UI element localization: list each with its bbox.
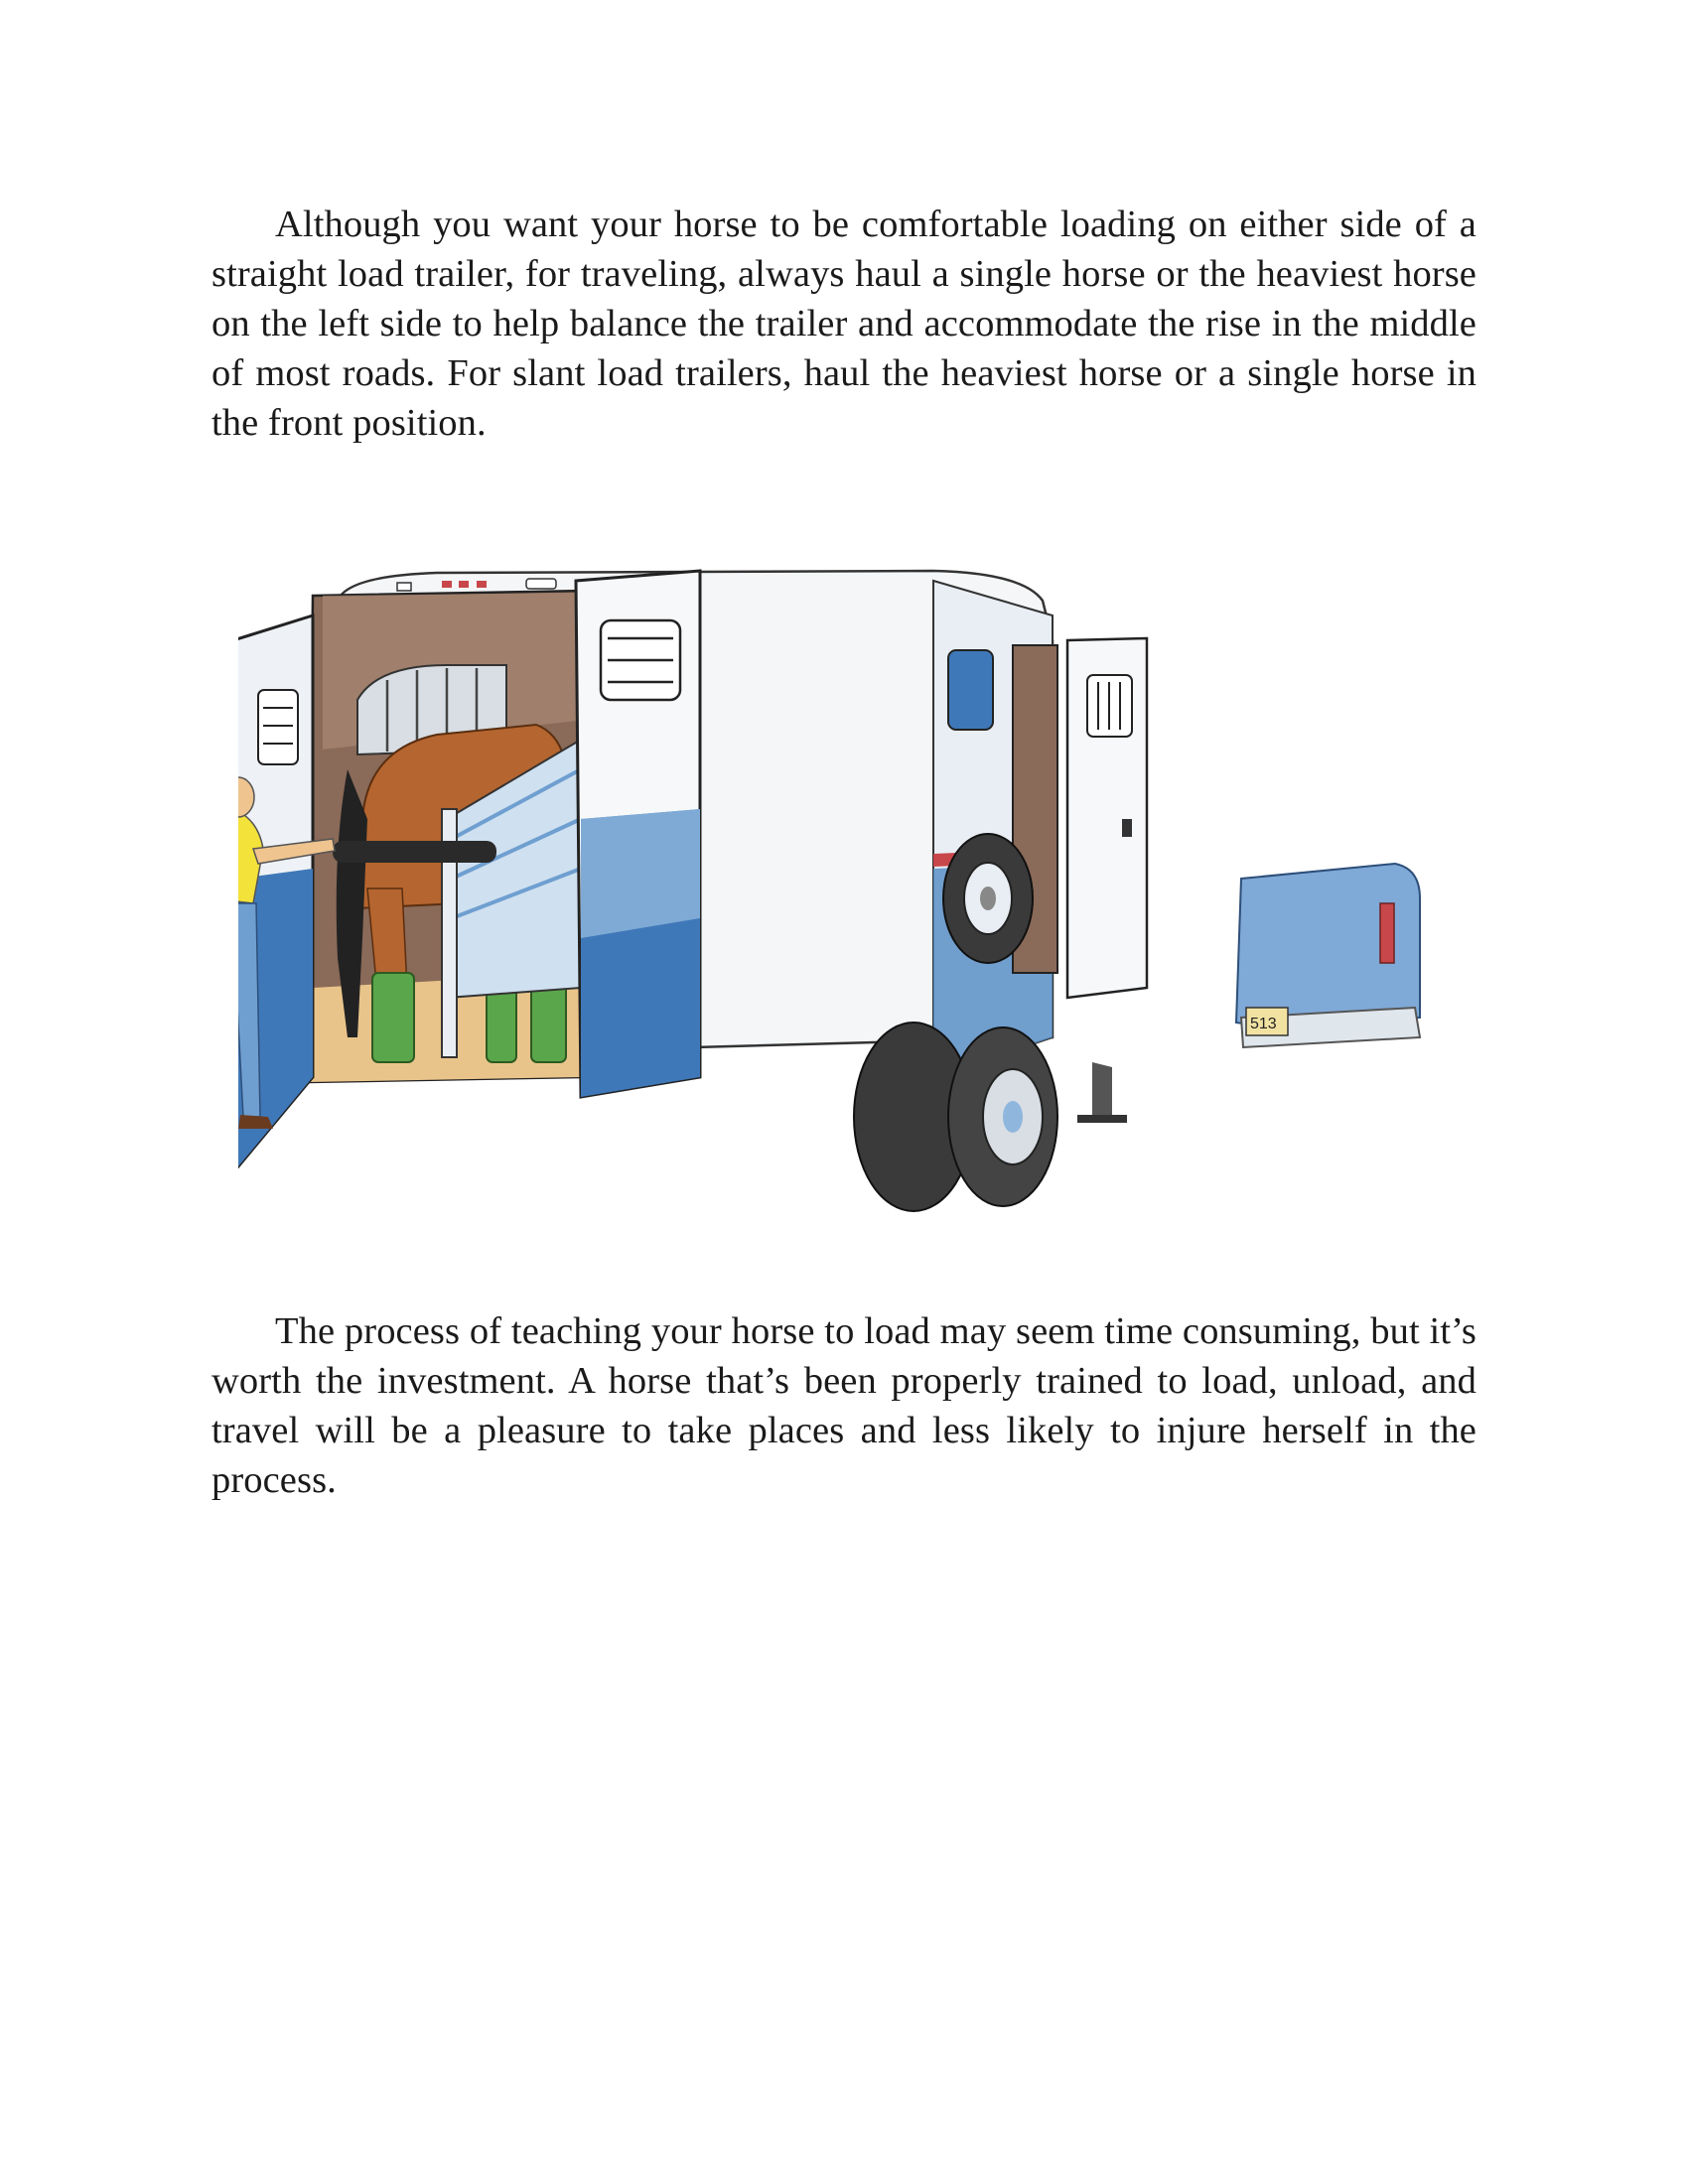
pickup-truck bbox=[1236, 864, 1420, 1047]
horse-trailer-illustration bbox=[238, 521, 1430, 1236]
spare-tire bbox=[943, 834, 1033, 963]
license-plate-number: 513 bbox=[1250, 1016, 1277, 1032]
paragraph-trailer-balance: Although you want your horse to be comfortable loading on either side of a straight load trailer, for traveling, always haul a single horse or the heaviest horse on the left side to help balance the trailer and accommodate the rise in the middle of most roads. For slant load trailers, haul the heaviest horse or a single horse in the front position. bbox=[211, 204, 1477, 444]
paragraph-training-worth: The process of teaching your horse to load may seem time consuming, but it’s worth the investment. A horse that’s been properly trained to load, unload, and travel will be a pleasure to take places and less likely to injure herself in the process. bbox=[211, 1310, 1477, 1501]
rear-door-right bbox=[576, 571, 700, 1097]
trailer-wheels bbox=[854, 1023, 1127, 1211]
